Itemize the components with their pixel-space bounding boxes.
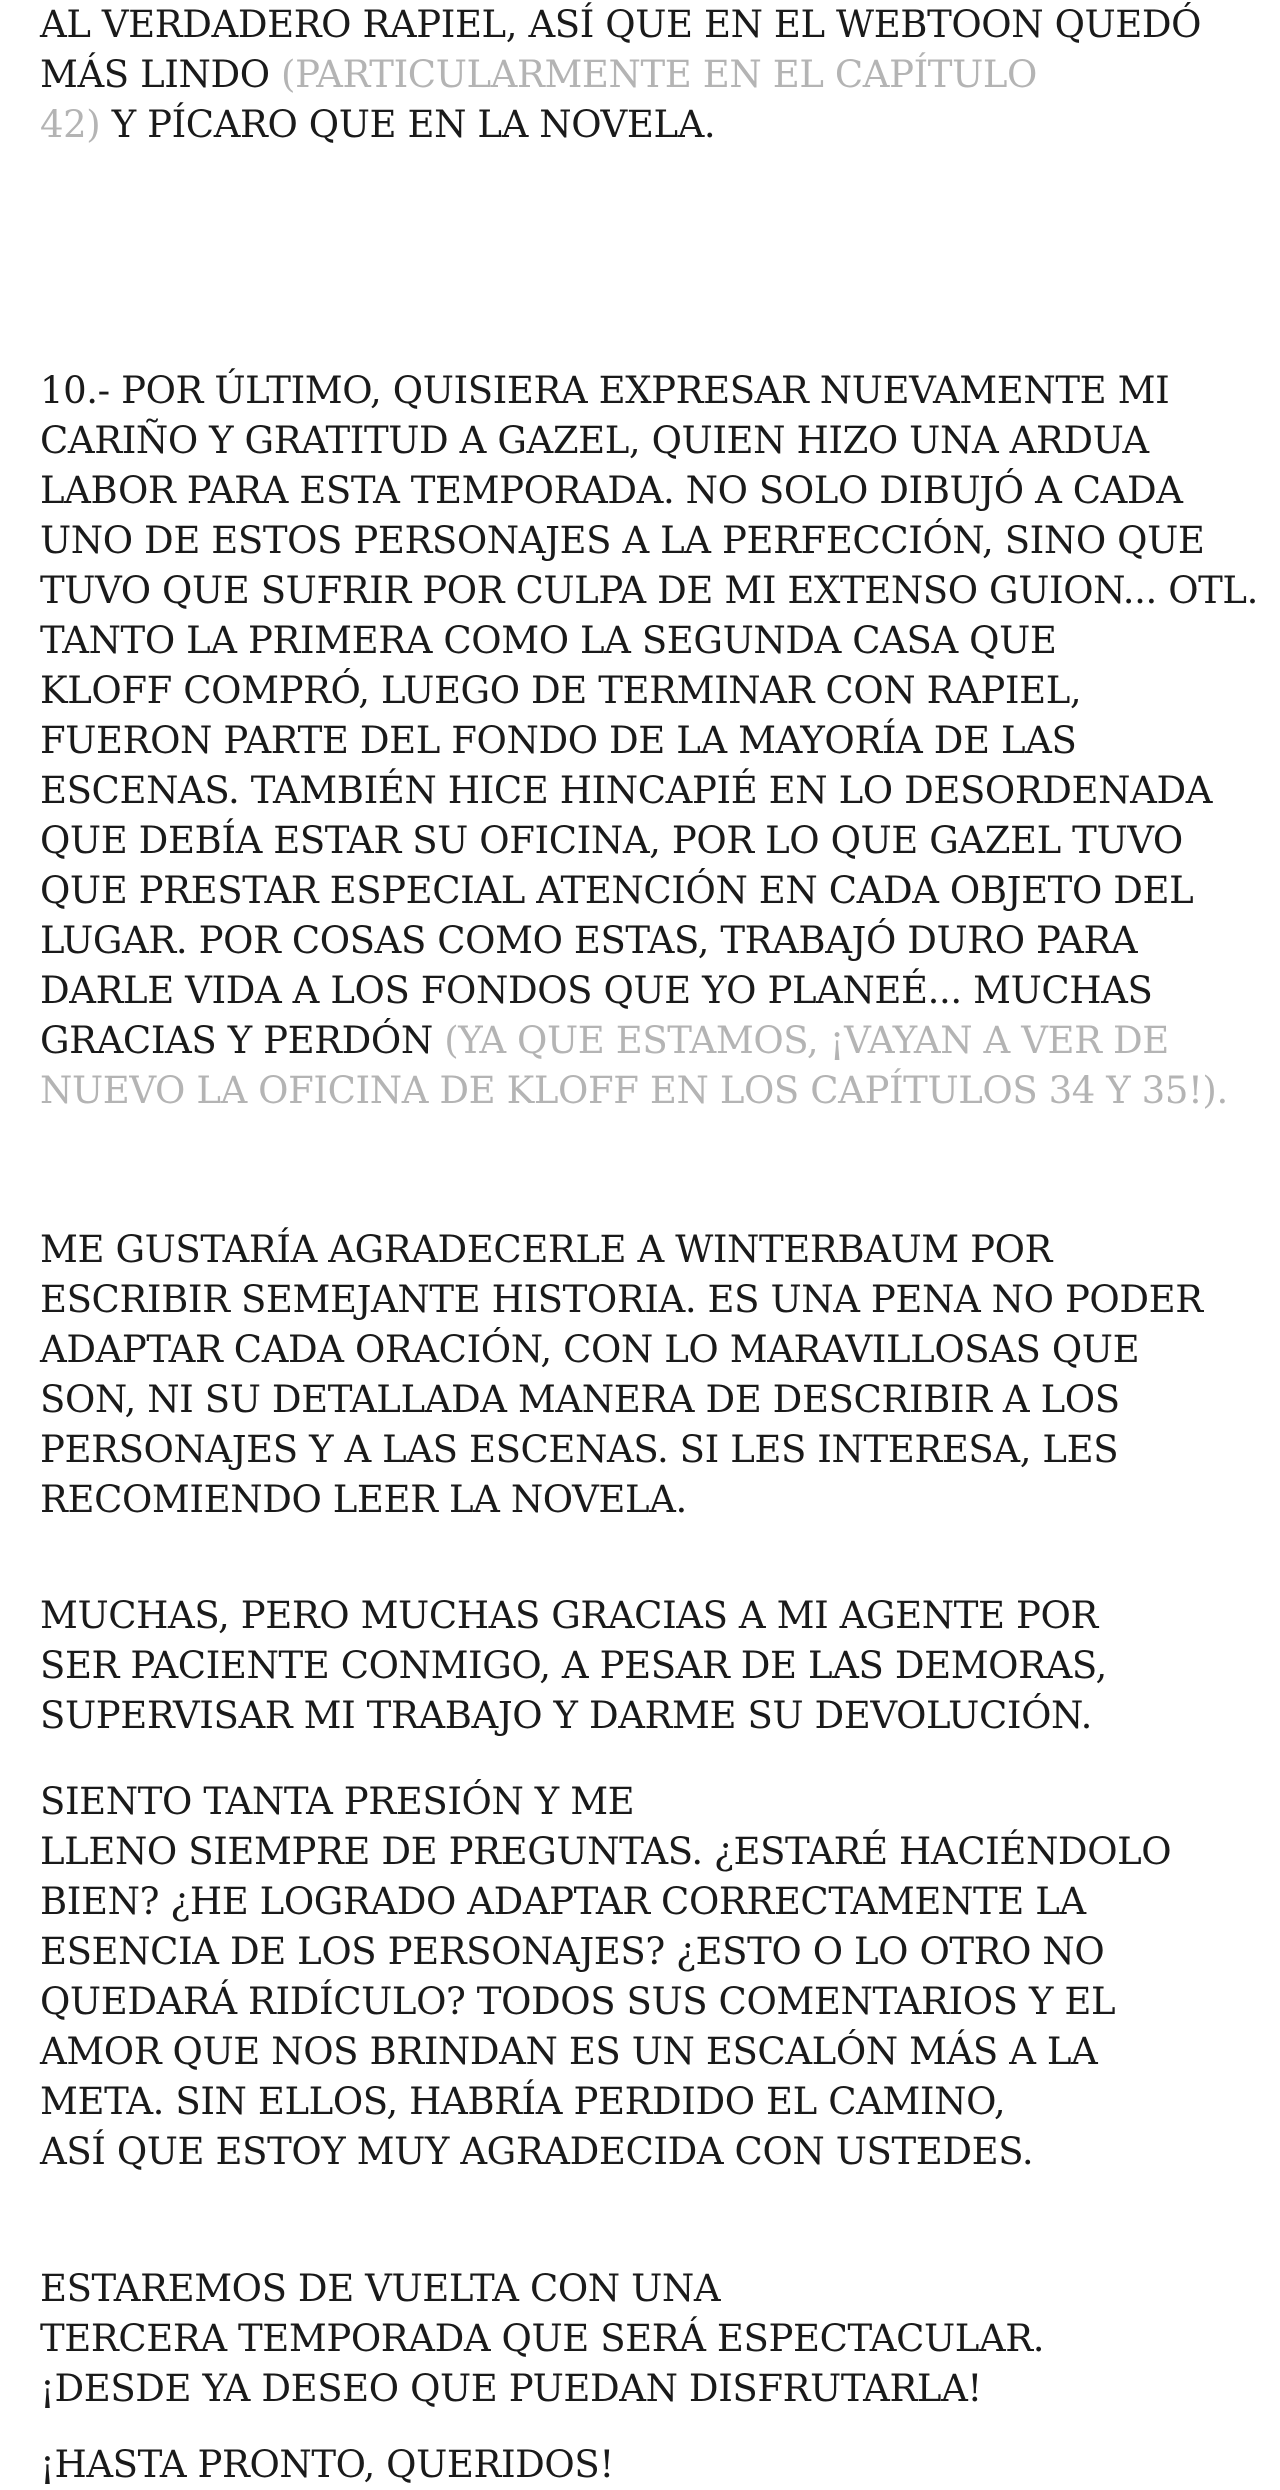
- text-line: LLENO SIEMPRE DE PREGUNTAS. ¿ESTARÉ HACIÉNDOLO: [40, 1830, 1172, 1873]
- aside-note: NUEVO LA OFICINA DE KLOFF EN LOS CAPÍTULOS 34 Y 35!).: [40, 1069, 1228, 1112]
- text-line: AL VERDADERO RAPIEL, ASÍ QUE EN EL WEBTOON QUEDÓ: [40, 3, 1202, 46]
- text-line: SER PACIENTE CONMIGO, A PESAR DE LAS DEMORAS,: [40, 1644, 1107, 1687]
- text-line: TUVO QUE SUFRIR POR CULPA DE MI EXTENSO GUION... OTL.: [40, 569, 1258, 612]
- paragraph-item-10: [40, 366, 1280, 1116]
- aside-note: (YA QUE ESTAMOS, ¡VAYAN A VER DE: [444, 1019, 1169, 1062]
- text-line: DARLE VIDA A LOS FONDOS QUE YO PLANEÉ... MUCHAS: [40, 969, 1153, 1012]
- text-line: KLOFF COMPRÓ, LUEGO DE TERMINAR CON RAPIEL,: [40, 669, 1082, 712]
- paragraph-season-three: [40, 2264, 1280, 2414]
- text-line: RECOMIENDO LEER LA NOVELA.: [40, 1478, 687, 1521]
- aside-note: 42): [40, 103, 101, 146]
- text-line: TERCERA TEMPORADA QUE SERÁ ESPECTACULAR.: [40, 2317, 1045, 2360]
- text-line: QUE DEBÍA ESTAR SU OFICINA, POR LO QUE GAZEL TUVO: [40, 819, 1183, 862]
- text-line: ESCENAS. TAMBIÉN HICE HINCAPIÉ EN LO DESORDENADA: [40, 769, 1213, 812]
- text-line: SUPERVISAR MI TRABAJO Y DARME SU DEVOLUCIÓN.: [40, 1694, 1092, 1737]
- paragraph-intro-tail: [40, 0, 1280, 150]
- text-line: ME GUSTARÍA AGRADECERLE A WINTERBAUM POR: [40, 1228, 1052, 1271]
- paragraph-thanks-author: [40, 1225, 1280, 1525]
- paragraph-thanks-agent: [40, 1591, 1280, 1741]
- text-line: MÁS LINDO: [40, 53, 282, 96]
- text-line: Y PÍCARO QUE EN LA NOVELA.: [100, 103, 716, 146]
- text-line: LUGAR. POR COSAS COMO ESTAS, TRABAJÓ DURO PARA: [40, 919, 1138, 962]
- text-line: PERSONAJES Y A LAS ESCENAS. SI LES INTERESA, LES: [40, 1428, 1119, 1471]
- text-line: ESCRIBIR SEMEJANTE HISTORIA. ES UNA PENA NO PODER: [40, 1278, 1203, 1321]
- text-line: QUE PRESTAR ESPECIAL ATENCIÓN EN CADA OBJETO DEL: [40, 869, 1194, 912]
- text-line: ESENCIA DE LOS PERSONAJES? ¿ESTO O LO OTRO NO: [40, 1930, 1105, 1973]
- text-line: GRACIAS Y PERDÓN: [40, 1019, 445, 1062]
- text-line: CARIÑO Y GRATITUD A GAZEL, QUIEN HIZO UNA ARDUA: [40, 419, 1149, 462]
- text-line: 10.- POR ÚLTIMO, QUISIERA EXPRESAR NUEVAMENTE MI: [40, 369, 1170, 412]
- text-line: FUERON PARTE DEL FONDO DE LA MAYORÍA DE LAS: [40, 719, 1077, 762]
- paragraph-cut-off: [40, 2440, 1280, 2490]
- text-line: META. SIN ELLOS, HABRÍA PERDIDO EL CAMINO,: [40, 2080, 1006, 2123]
- text-line: ¡DESDE YA DESEO QUE PUEDAN DISFRUTARLA!: [40, 2367, 982, 2410]
- text-line: QUEDARÁ RIDÍCULO? TODOS SUS COMENTARIOS Y EL: [40, 1980, 1116, 2023]
- text-line: LABOR PARA ESTA TEMPORADA. NO SOLO DIBUJÓ A CADA: [40, 469, 1183, 512]
- text-line: ADAPTAR CADA ORACIÓN, CON LO MARAVILLOSAS QUE: [40, 1328, 1140, 1371]
- text-line: ¡HASTA PRONTO, QUERIDOS!: [40, 2443, 614, 2486]
- text-line: AMOR QUE NOS BRINDAN ES UN ESCALÓN MÁS A LA: [40, 2030, 1098, 2073]
- aside-note: (PARTICULARMENTE EN EL CAPÍTULO: [281, 53, 1037, 96]
- text-line: MUCHAS, PERO MUCHAS GRACIAS A MI AGENTE POR: [40, 1594, 1098, 1637]
- text-line: BIEN? ¿HE LOGRADO ADAPTAR CORRECTAMENTE LA: [40, 1880, 1086, 1923]
- text-line: ESTAREMOS DE VUELTA CON UNA: [40, 2267, 721, 2310]
- text-line: UNO DE ESTOS PERSONAJES A LA PERFECCIÓN, SINO QUE: [40, 519, 1205, 562]
- text-line: TANTO LA PRIMERA COMO LA SEGUNDA CASA QUE: [40, 619, 1057, 662]
- text-line: SON, NI SU DETALLADA MANERA DE DESCRIBIR A LOS: [40, 1378, 1120, 1421]
- text-line: ASÍ QUE ESTOY MUY AGRADECIDA CON USTEDES.: [40, 2130, 1034, 2173]
- paragraph-pressure: [40, 1777, 1280, 2177]
- text-line: SIENTO TANTA PRESIÓN Y ME: [40, 1780, 635, 1823]
